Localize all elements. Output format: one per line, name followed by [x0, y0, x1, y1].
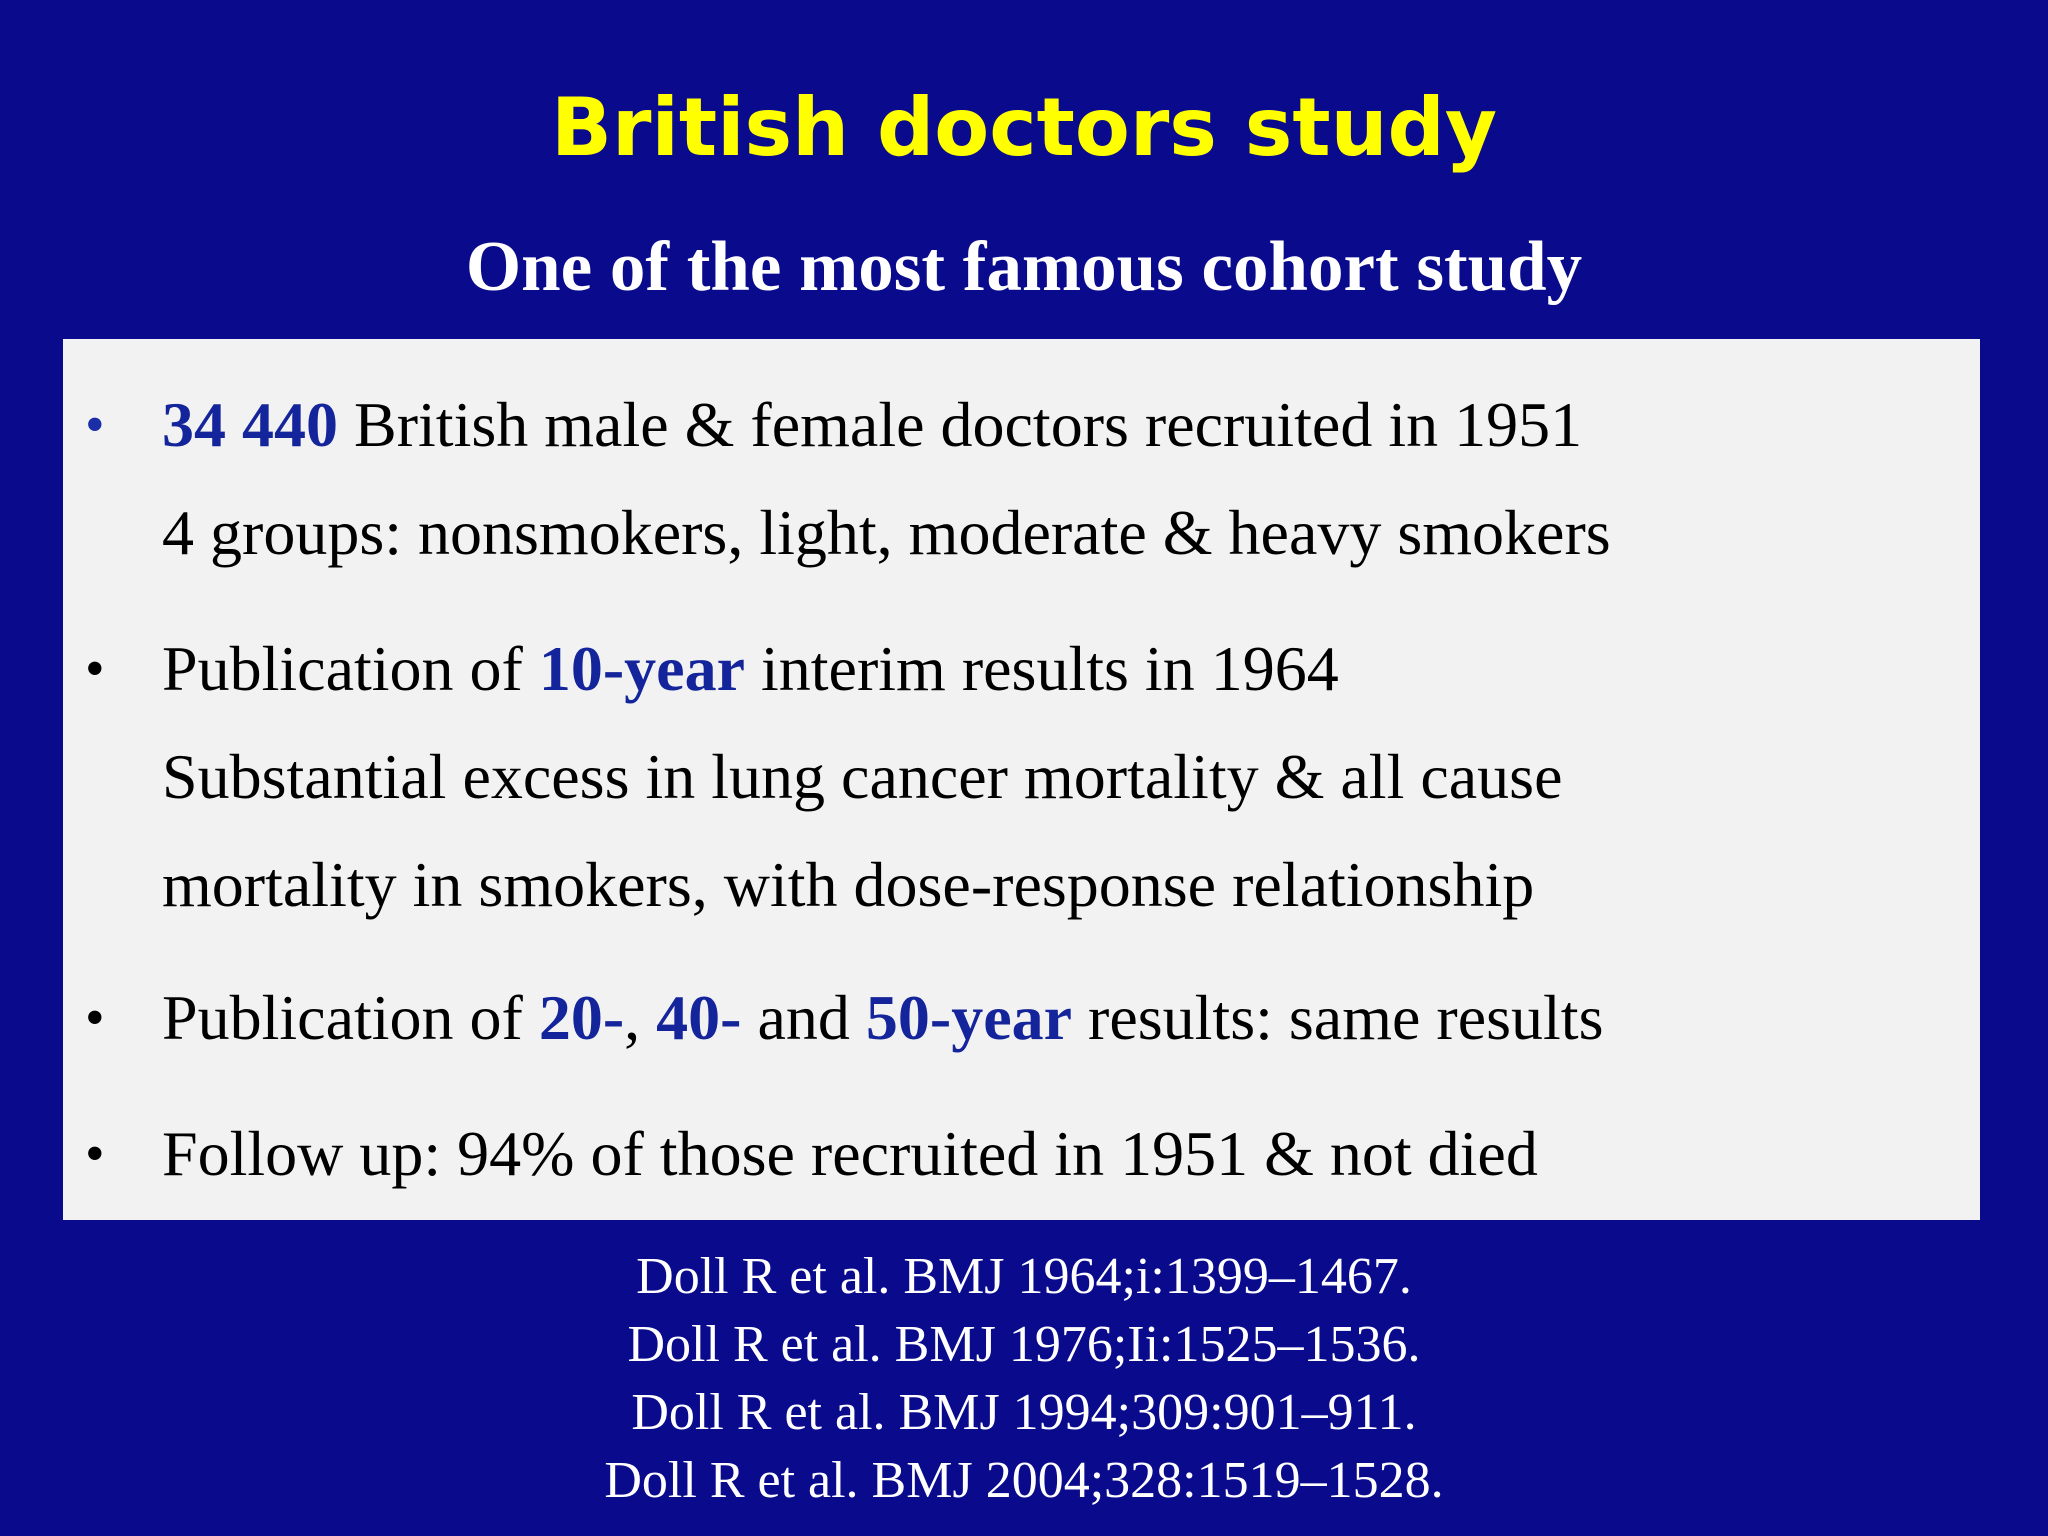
highlight-period: 10-year [538, 633, 745, 704]
line-text: 4 groups: nonsmokers, light, moderate & heavy smokers [162, 497, 1611, 568]
reference-1994: Doll R et al. BMJ 1994;309:901–911. [631, 1384, 1417, 1441]
line-text: , [624, 982, 657, 1053]
line-text: Publication of [162, 982, 539, 1053]
bullet-symbol: • [85, 394, 105, 456]
bullet-line [162, 615, 1339, 723]
line-text: Substantial excess in lung cancer mortality & all cause [162, 741, 1563, 812]
content-box [63, 339, 1980, 1220]
highlight-period: 20- [538, 982, 625, 1053]
line-text: and [741, 982, 866, 1053]
reference-1976: Doll R et al. BMJ 1976;Ii:1525–1536. [627, 1316, 1421, 1373]
line-text: Follow up: 94% of those recruited in 1951 & not died [162, 1118, 1538, 1189]
bullet-line [162, 1100, 1538, 1208]
line-text: interim results in 1964 [744, 633, 1339, 704]
bullet-line [162, 723, 1562, 831]
reference-1964: Doll R et al. BMJ 1964;i:1399–1467. [636, 1248, 1412, 1305]
bullet-symbol: • [85, 987, 105, 1049]
bullet-line [162, 964, 1603, 1072]
bullet-line [162, 831, 1534, 939]
highlight-count: 34 440 [162, 389, 338, 460]
references [0, 1243, 2048, 1515]
bullet-symbol: • [85, 1123, 105, 1185]
bullet-symbol: • [85, 638, 105, 700]
line-text: results: same results [1072, 982, 1604, 1053]
bullet-line [162, 479, 1611, 587]
slide-title: British doctors study [551, 81, 1497, 174]
bullet-line [162, 371, 1582, 479]
highlight-period: 40- [656, 982, 742, 1053]
reference-2004: Doll R et al. BMJ 2004;328:1519–1528. [604, 1452, 1444, 1509]
line-text: mortality in smokers, with dose-response relationship [162, 849, 1535, 920]
line-text: British male & female doctors recruited in 1951 [338, 389, 1583, 460]
slide-subtitle: One of the most famous cohort study [465, 228, 1583, 306]
line-text: Publication of [162, 633, 539, 704]
highlight-period: 50-year [865, 982, 1072, 1053]
